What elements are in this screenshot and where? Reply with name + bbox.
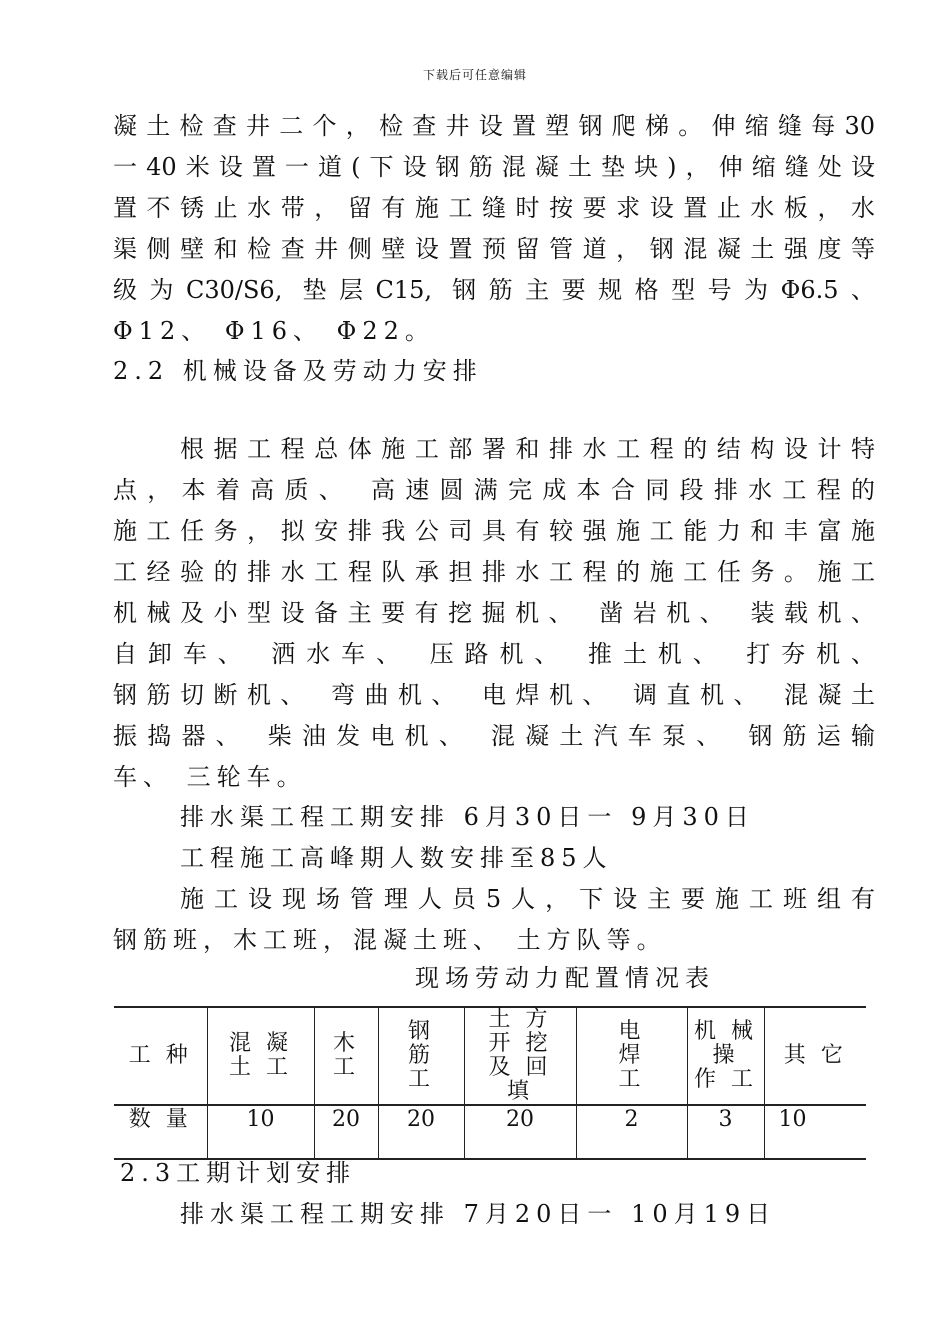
header-cell-rebar-worker: 钢 筋 工 bbox=[378, 1007, 464, 1105]
management-staff-line: 施工设现场管理人员5人，下设主要施工班组有 bbox=[180, 885, 875, 913]
paragraph-line: 施工任务，拟安排我公司具有较强施工能力和丰富施 bbox=[113, 517, 875, 545]
paragraph-line: 点，本着高质、 高速圆满完成本合同段排水工程的 bbox=[113, 476, 875, 504]
page-header-watermark: 下载后可任意编辑 bbox=[422, 68, 527, 82]
table-row bbox=[114, 1105, 866, 1159]
paragraph-line: 渠侧壁和检查井侧壁设置预留管道，钢混凝土强度等 bbox=[113, 235, 875, 263]
table-cell: 3 bbox=[687, 1105, 764, 1159]
header-cell-other: 其 它 bbox=[764, 1007, 866, 1105]
section-heading: 2.3工期计划安排 bbox=[120, 1159, 357, 1187]
row-label-quantity: 数 量 bbox=[114, 1105, 207, 1159]
teams-line: 钢筋班，木工班，混凝土班、 土方队等。 bbox=[113, 926, 667, 954]
paragraph-line: 级为C30/S6, 垫层C15, 钢筋主要规格型号为Φ6.5、 bbox=[113, 276, 875, 304]
table-cell: 2 bbox=[576, 1105, 687, 1159]
header-cell-carpenter: 木 工 bbox=[314, 1007, 378, 1105]
paragraph-line: 自卸车、 洒水车、 压路机、 推土机、 打夯机、 bbox=[113, 640, 875, 668]
paragraph-line: 车、 三轮车。 bbox=[113, 763, 307, 791]
header-cell-trade: 工 种 bbox=[114, 1007, 207, 1105]
section-heading: 2.2 机械设备及劳动力安排 bbox=[113, 357, 483, 385]
paragraph-line: 凝土检查井二个，检查井设置塑钢爬梯。伸缩缝每30 bbox=[113, 112, 875, 140]
table-cell: 10 bbox=[207, 1105, 314, 1159]
header-cell-machine-operator: 机 械 操 作 工 bbox=[687, 1007, 764, 1105]
header-cell-welder: 电 焊 工 bbox=[576, 1007, 687, 1105]
paragraph-line: 工经验的排水工程队承担排水工程的施工任务。施工 bbox=[113, 558, 875, 586]
table-cell: 20 bbox=[314, 1105, 378, 1159]
header-cell-concrete-worker: 混 凝 土 工 bbox=[207, 1007, 314, 1105]
peak-staff-line: 工程施工高峰期人数安排至85人 bbox=[180, 844, 613, 872]
paragraph-line: 置不锈止水带，留有施工缝时按要求设置止水板，水 bbox=[113, 194, 875, 222]
labor-allocation-table bbox=[114, 1006, 866, 1160]
paragraph-line: Φ12、 Φ16、 Φ22。 bbox=[113, 317, 435, 345]
paragraph-line: 振捣器、 柴油发电机、 混凝土汽车泵、 钢筋运输 bbox=[113, 722, 875, 750]
final-schedule-line: 排水渠工程工期安排 7月20日一 10月19日 bbox=[180, 1200, 777, 1228]
schedule-line: 排水渠工程工期安排 6月30日一 9月30日 bbox=[180, 803, 755, 831]
header-cell-earthwork: 土 方 开 挖 及 回 填 bbox=[464, 1007, 576, 1105]
table-caption: 现场劳动力配置情况表 bbox=[415, 964, 715, 992]
table-cell: 20 bbox=[378, 1105, 464, 1159]
paragraph-line: 机械及小型设备主要有挖掘机、 凿岩机、 装载机、 bbox=[113, 599, 875, 627]
table-cell: 10 bbox=[764, 1105, 866, 1159]
paragraph-line: 一40米设置一道(下设钢筋混凝土垫块)，伸缩缝处设 bbox=[113, 153, 875, 181]
paragraph-line: 钢筋切断机、 弯曲机、 电焊机、 调直机、 混凝土 bbox=[113, 681, 875, 709]
table-header-row bbox=[114, 1007, 866, 1105]
table-cell: 20 bbox=[464, 1105, 576, 1159]
paragraph-line: 根据工程总体施工部署和排水工程的结构设计特 bbox=[180, 435, 875, 463]
